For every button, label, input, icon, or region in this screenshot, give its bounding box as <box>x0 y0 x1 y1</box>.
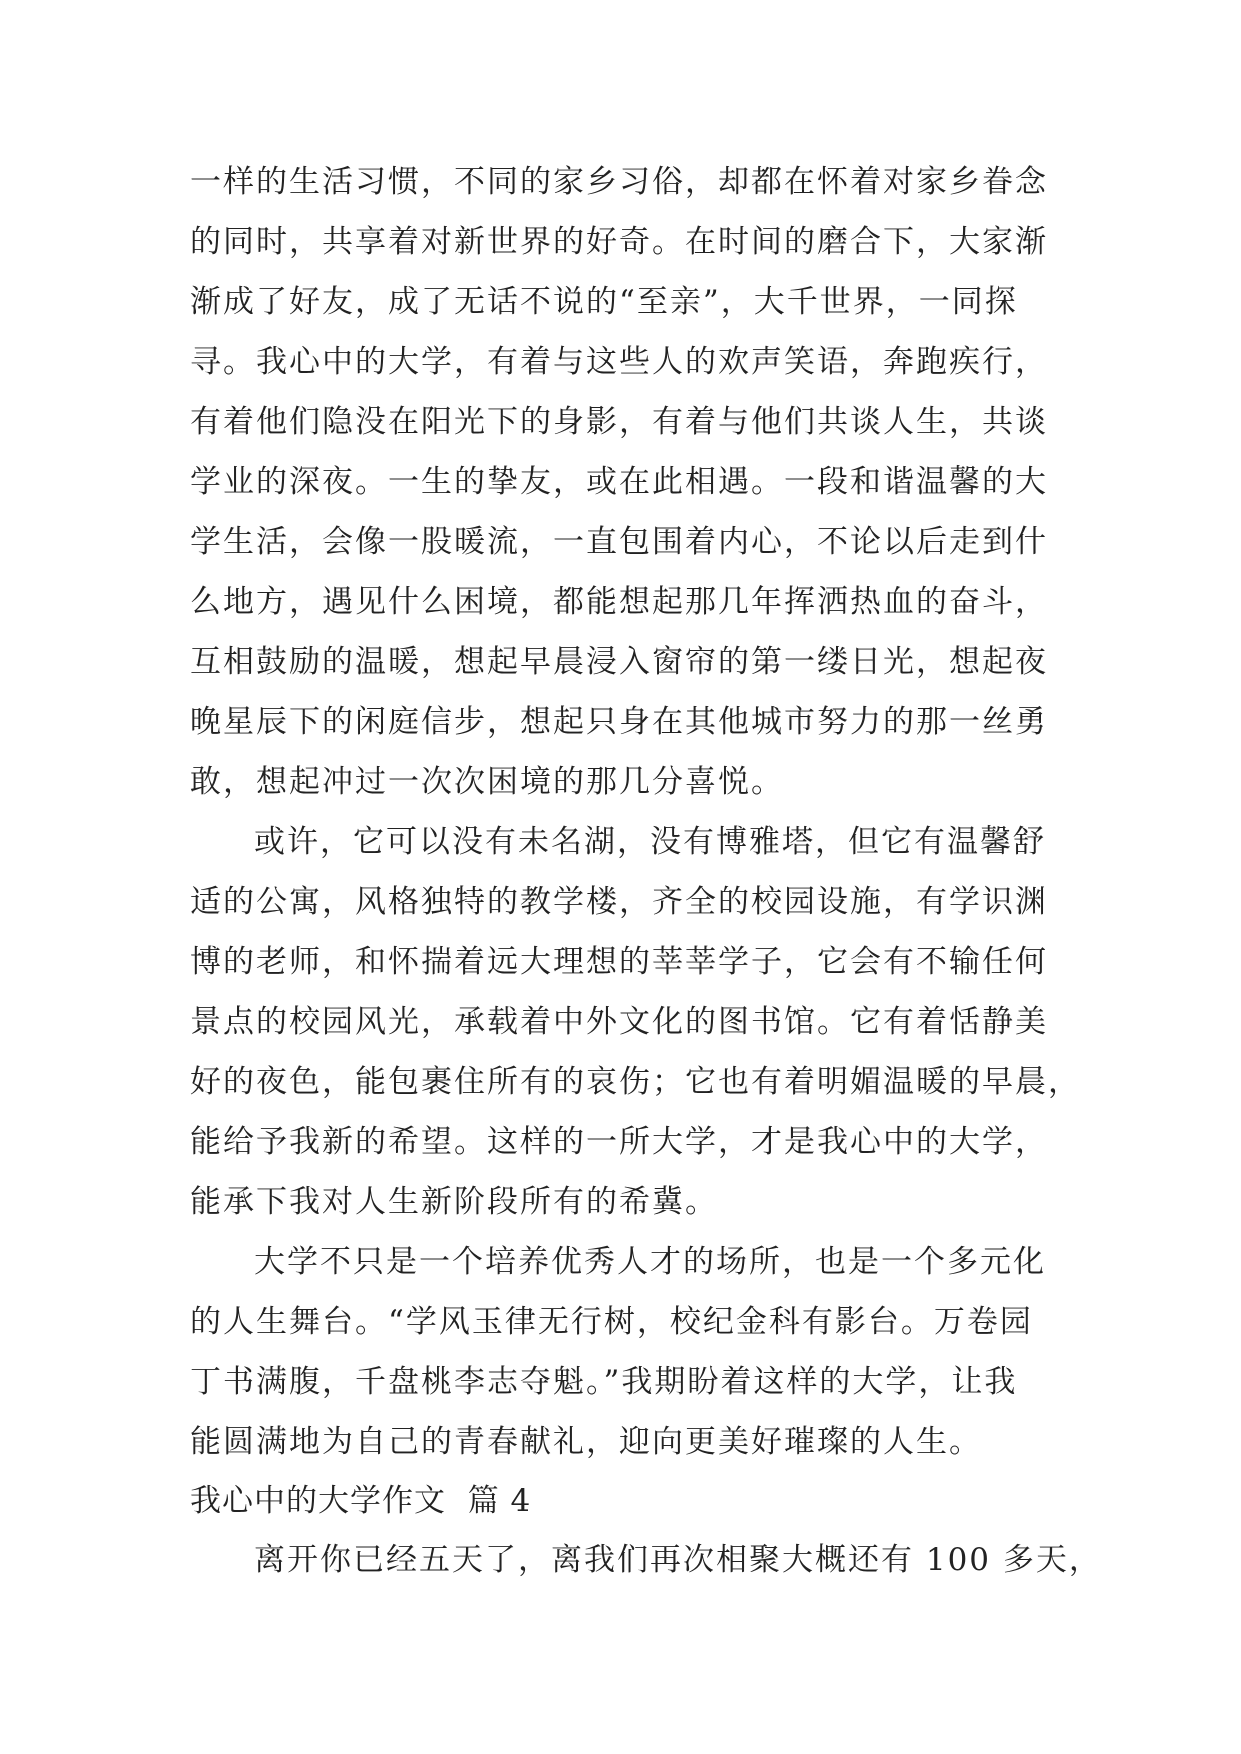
text-line: 能圆满地为自己的青春献礼，迎向更美好璀璨的人生。 <box>190 1424 982 1460</box>
text-line: 渐成了好友，成了无话不说的“至亲”，大千世界，一同探 <box>190 284 1018 320</box>
document-body <box>190 152 1102 1590</box>
paragraph-2 <box>190 812 1081 1232</box>
paragraph-1 <box>190 152 1070 812</box>
text-line: 么地方，遇见什么困境，都能想起那几年挥洒热血的奋斗， <box>190 584 1048 620</box>
text-line: 的人生舞台。“学风玉律无行树，校纪金科有影台。万卷园 <box>190 1304 1033 1340</box>
text-line: 或许，它可以没有未名湖，没有博雅塔，但它有温馨舒 <box>254 824 1046 860</box>
text-line: 景点的校园风光，承载着中外文化的图书馆。它有着恬静美 <box>190 1004 1048 1040</box>
text-line: 大学不只是一个培养优秀人才的场所，也是一个多元化 <box>254 1244 1046 1280</box>
text-line: 有着他们隐没在阳光下的身影，有着与他们共谈人生，共谈 <box>190 404 1048 440</box>
text-line: 博的老师，和怀揣着远大理想的莘莘学子，它会有不输任何 <box>190 944 1048 980</box>
text-line: 适的公寓，风格独特的教学楼，齐全的校园设施，有学识渊 <box>190 884 1048 920</box>
text-line: 晚星辰下的闲庭信步，想起只身在其他城市努力的那一丝勇 <box>190 704 1048 740</box>
text-line: 学业的深夜。一生的挚友，或在此相遇。一段和谐温馨的大 <box>190 464 1048 500</box>
paragraph-4 <box>190 1530 1102 1590</box>
text-line: 离开你已经五天了，离我们再次相聚大概还有 100 多天， <box>254 1542 1102 1578</box>
text-line: 的同时，共享着对新世界的好奇。在时间的磨合下，大家渐 <box>190 224 1048 260</box>
text-line: 丁书满腹，千盘桃李志夺魁。”我期盼着这样的大学，让我 <box>190 1364 1018 1400</box>
text-line: 好的夜色，能包裹住所有的哀伤；它也有着明媚温暖的早晨， <box>190 1064 1081 1100</box>
text-line: 互相鼓励的温暖，想起早晨浸入窗帘的第一缕日光，想起夜 <box>190 644 1048 680</box>
paragraph-3 <box>190 1232 1070 1472</box>
text-line: 能给予我新的希望。这样的一所大学，才是我心中的大学， <box>190 1124 1048 1160</box>
text-line: 能承下我对人生新阶段所有的希冀。 <box>190 1184 718 1220</box>
text-line: 敢，想起冲过一次次困境的那几分喜悦。 <box>190 764 784 800</box>
text-line: 学生活，会像一股暖流，一直包围着内心，不论以后走到什 <box>190 524 1048 560</box>
section-heading: 我心中的大学作文 篇 4 <box>190 1483 532 1519</box>
text-line: 寻。我心中的大学，有着与这些人的欢声笑语，奔跑疾行， <box>190 344 1048 380</box>
text-line: 一样的生活习惯，不同的家乡习俗，却都在怀着对家乡眷念 <box>190 164 1048 200</box>
